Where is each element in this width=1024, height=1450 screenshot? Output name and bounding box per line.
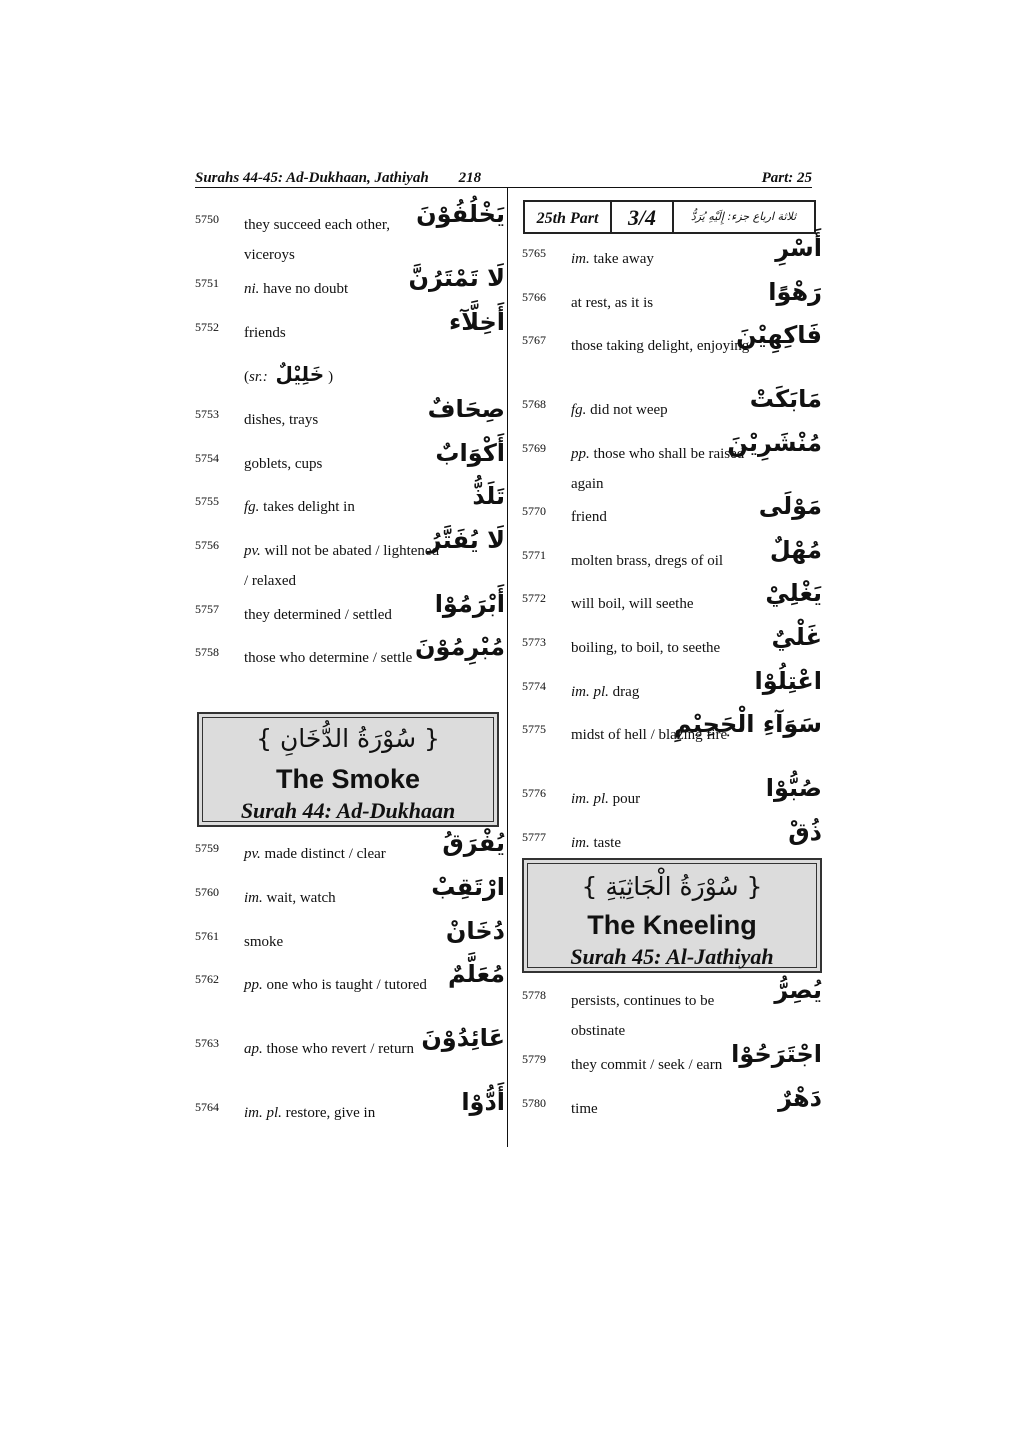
entry-number: 5775 — [522, 722, 546, 736]
entry-arabic-word: سَوَآءِ الْجَحِيْمِ — [674, 710, 822, 738]
entry-arabic-word: اعْتِلُوْا — [754, 667, 822, 695]
entry-arabic-word: فَاكِهِيْنَ — [736, 321, 822, 349]
entry-5780 — [522, 1084, 822, 1128]
entry-5766 — [522, 278, 822, 322]
entry-5754 — [195, 439, 505, 483]
entry-meaning — [244, 210, 444, 270]
entry-5772 — [522, 579, 822, 623]
entry-meaning — [244, 405, 444, 435]
entry-abbreviation: fg. — [244, 499, 260, 515]
entry-meaning-text: one who is taught / tutored — [266, 977, 427, 993]
entry-number: 5766 — [522, 290, 546, 304]
entry-meaning-text: goblets, cups — [244, 456, 323, 472]
entry-meaning-text: midst of hell / blazing fire — [571, 727, 728, 743]
entry-meaning — [244, 643, 444, 673]
entry-arabic-word: دُخَانْ — [445, 917, 505, 945]
surah-45-arabic: { سُوْرَةُ الْجَاثِيَةِ } — [581, 872, 763, 901]
entry-meaning-text: pour — [612, 791, 641, 807]
entry-number: 5754 — [195, 451, 219, 465]
part-box-label: 25th Part — [525, 202, 612, 232]
entry-meaning-text: persists, continues to be obstinate — [571, 993, 715, 1039]
entry-5777 — [522, 818, 822, 862]
entry-number: 5759 — [195, 841, 219, 855]
entry-meaning-text: those who determine / settle — [244, 650, 413, 666]
entry-5757 — [195, 590, 505, 634]
entry-meaning-text: smoke — [244, 934, 284, 950]
entry-number: 5780 — [522, 1096, 546, 1110]
surah-44-english: The Smoke — [275, 764, 421, 794]
entry-arabic-word: دَهْرٌ — [778, 1084, 822, 1112]
entry-meaning — [244, 536, 444, 596]
surah-45-name: Surah 45: Al-Jathiyah — [570, 944, 774, 969]
entry-5778 — [522, 976, 822, 1039]
entry-arabic-word: صِحَافٌ — [427, 395, 505, 423]
part-box — [523, 200, 816, 234]
column-divider — [507, 187, 508, 1147]
entry-meaning — [244, 1098, 444, 1128]
surah-44-arabic: { سُوْرَةُ الدُّخَانِ } — [256, 724, 440, 753]
entry-arabic-word: أَبْرَمُوْا — [434, 590, 505, 618]
entry-number: 5765 — [522, 246, 546, 260]
entry-arabic-word: أَكْوَابٌ — [435, 439, 505, 467]
entry-meaning-text: drag — [612, 684, 640, 700]
entry-meaning — [244, 1034, 444, 1064]
entry-arabic-word: يَخْلُفُوْنَ — [416, 200, 505, 228]
entry-number: 5757 — [195, 602, 219, 616]
entry-arabic-word: تَلَذُّ — [472, 482, 505, 510]
entry-meaning — [244, 970, 444, 1000]
entry-meaning-text: takes delight in — [263, 499, 355, 515]
entry-arabic-word: أَخِلَّآء — [448, 308, 505, 336]
entry-arabic-word: يُصِرُّ — [774, 976, 822, 1004]
entry-meaning — [571, 395, 771, 425]
entry-abbreviation: pv. — [244, 846, 261, 862]
entry-5771 — [522, 536, 822, 580]
entry-meaning-text: made distinct / clear — [264, 846, 386, 862]
entry-5752 — [195, 308, 505, 352]
entry-5776 — [522, 774, 822, 818]
entry-number: 5777 — [522, 830, 546, 844]
entry-arabic-word: اجْتَرَحُوْا — [731, 1040, 822, 1068]
part-box-fraction: 3/4 — [612, 202, 674, 232]
entry-meaning-text: did not weep — [590, 402, 668, 418]
entry-meaning — [571, 677, 771, 707]
entry-abbreviation: pp. — [571, 446, 590, 462]
entry-abbreviation: ni. — [244, 281, 260, 297]
entry-5760 — [195, 873, 505, 917]
entry-arabic-word: مُهْلٌ — [769, 536, 822, 564]
entry-number: 5756 — [195, 538, 219, 552]
entry-5751 — [195, 264, 505, 308]
entry-meaning — [571, 828, 771, 858]
entry-number: 5778 — [522, 988, 546, 1002]
entry-meaning — [571, 288, 771, 318]
entry-arabic-word: لَا يُفَتَّرُ — [427, 526, 505, 554]
entry-5769 — [522, 429, 822, 492]
entry-5762 — [195, 960, 505, 1004]
page-header-title — [195, 170, 481, 187]
surah-44-box — [197, 712, 499, 827]
entry-number: 5760 — [195, 885, 219, 899]
entry-5750 — [195, 200, 505, 263]
entry-meaning-text: they succeed each other, viceroys — [244, 217, 390, 263]
entry-meaning-text: molten brass, dregs of oil — [571, 553, 724, 569]
entry-meaning-text: friends — [244, 325, 286, 341]
entry-meaning-text: those who revert / return — [266, 1041, 414, 1057]
surah-45-english: The Kneeling — [587, 910, 757, 940]
entry-arabic-word: صُبُّوْا — [765, 774, 822, 802]
entry-meaning-text: friend — [571, 509, 607, 525]
header-title: Surahs 44-45: Ad-Dukhaan, Jathiyah — [195, 170, 429, 186]
entry-5767 — [522, 321, 822, 365]
entry-arabic-word: مُنْشَرِيْنَ — [727, 429, 822, 457]
entry-meaning-text: taste — [593, 835, 621, 851]
entry-number: 5764 — [195, 1100, 219, 1114]
entry-meaning — [571, 784, 771, 814]
part-box-arabic: ثلاثة ارباع جزء: إِلَيْهِ يُرَدُّ — [690, 210, 797, 223]
entry-number: 5768 — [522, 397, 546, 411]
entry-arabic-word: أَدُّوْا — [461, 1088, 505, 1116]
entry-number: 5761 — [195, 929, 219, 943]
entry-number: 5762 — [195, 972, 219, 986]
entry-arabic-word: مُبْرِمُوْنَ — [415, 633, 505, 661]
entry-meaning-text: those who shall be raised again — [571, 446, 745, 492]
entry-arabic-word: غَلْيٌ — [771, 623, 822, 651]
entry-number: 5779 — [522, 1052, 546, 1066]
entry-meaning — [244, 839, 444, 869]
part-label: Part: 25 — [761, 170, 812, 186]
entry-abbreviation: pp. — [244, 977, 263, 993]
surah-44-name: Surah 44: Ad-Dukhaan — [240, 798, 456, 823]
entry-5761 — [195, 917, 505, 961]
entry-abbreviation: ap. — [244, 1041, 263, 1057]
entry-number: 5751 — [195, 276, 219, 290]
entry-5768 — [522, 385, 822, 429]
entry-arabic-word: مُعَلَّمٌ — [447, 960, 505, 988]
entry-number: 5774 — [522, 679, 546, 693]
entry-abbreviation: im. pl. — [244, 1105, 282, 1121]
entry-meaning-text: dishes, trays — [244, 412, 319, 428]
entry-arabic-word: ارْتَقِبْ — [431, 873, 505, 901]
entry-arabic-word: يَغْلِيْ — [765, 579, 822, 607]
entry-5753 — [195, 395, 505, 439]
entry-number: 5771 — [522, 548, 546, 562]
entry-meaning-text: they commit / seek / earn — [571, 1057, 723, 1073]
entry-number: 5769 — [522, 441, 546, 455]
entry-number: 5767 — [522, 333, 546, 347]
entry-meaning-text: will not be abated / lightened / relaxed — [244, 543, 440, 589]
entry-5779 — [522, 1040, 822, 1084]
surah-45-box — [522, 858, 822, 973]
entry-arabic-word: مَوْلَى — [758, 492, 822, 520]
entry-arabic-word: رَهْوًا — [768, 278, 822, 306]
entry-meaning-text: will boil, will seethe — [571, 596, 694, 612]
entry-number: 5750 — [195, 212, 219, 226]
entry-abbreviation: im. pl. — [571, 791, 609, 807]
page-number: 218 — [458, 170, 482, 186]
entry-5774 — [522, 667, 822, 711]
entry-abbreviation: im. — [571, 251, 590, 267]
entry-meaning-text: they determined / settled — [244, 607, 392, 623]
entry-meaning — [571, 502, 771, 532]
entry-meaning — [244, 927, 444, 957]
entry-5756 — [195, 526, 505, 589]
entry-number: 5753 — [195, 407, 219, 421]
entry-arabic-word: يُفْرَقُ — [442, 829, 505, 857]
entry-number: 5770 — [522, 504, 546, 518]
entry-5764 — [195, 1088, 505, 1132]
entry-meaning-text: boiling, to boil, to seethe — [571, 640, 721, 656]
entry-meaning-text: have no doubt — [263, 281, 349, 297]
entry-arabic-word: مَابَكَتْ — [749, 385, 822, 413]
entry-meaning — [244, 492, 444, 522]
entry-5763 — [195, 1024, 505, 1068]
entry-abbreviation: pv. — [244, 543, 261, 559]
entry-abbreviation: fg. — [571, 402, 587, 418]
entry-number: 5763 — [195, 1036, 219, 1050]
entry-5759 — [195, 829, 505, 873]
entry-meaning — [571, 546, 771, 576]
entry-meaning-text: take away — [593, 251, 654, 267]
entry-number: 5755 — [195, 494, 219, 508]
entry-meaning — [571, 589, 771, 619]
entry-arabic-word: عَائِدُوْنَ — [421, 1024, 505, 1052]
entry-abbreviation: im. pl. — [571, 684, 609, 700]
entry-arabic-word: ذُقْ — [788, 818, 822, 846]
entry-5765 — [522, 234, 822, 278]
entry-meaning — [244, 883, 444, 913]
entry-meaning — [571, 633, 771, 663]
entry-number: 5773 — [522, 635, 546, 649]
entry-meaning-text: those taking delight, enjoying — [571, 338, 750, 354]
entry-5775 — [522, 710, 822, 754]
entry-5770 — [522, 492, 822, 536]
entry-meaning-text: time — [571, 1101, 598, 1117]
entry-meaning-text: wait, watch — [266, 890, 336, 906]
entry-5758 — [195, 633, 505, 677]
entry-number: 5752 — [195, 320, 219, 334]
entry-abbreviation: im. — [244, 890, 263, 906]
header-rule — [195, 187, 812, 188]
entry-meaning — [571, 986, 771, 1046]
entry-meaning — [571, 1094, 771, 1124]
entry-meaning — [244, 449, 444, 479]
entry-5755 — [195, 482, 505, 526]
entry-number: 5758 — [195, 645, 219, 659]
entry-arabic-word: لَا تَمْتَرُنَّ — [408, 264, 505, 292]
entry-meaning-text: restore, give in — [285, 1105, 376, 1121]
entry-meaning-text: at rest, as it is — [571, 295, 654, 311]
entry-meaning — [571, 244, 771, 274]
entry-abbreviation: im. — [571, 835, 590, 851]
entry-5773 — [522, 623, 822, 667]
entry-number: 5776 — [522, 786, 546, 800]
entry-number: 5772 — [522, 591, 546, 605]
singular-note: (sr.: خَلِيْلٌ ) — [244, 362, 334, 386]
entry-meaning — [244, 600, 444, 630]
entry-arabic-word: أَسْرِ — [775, 234, 822, 262]
entry-meaning — [244, 318, 444, 348]
